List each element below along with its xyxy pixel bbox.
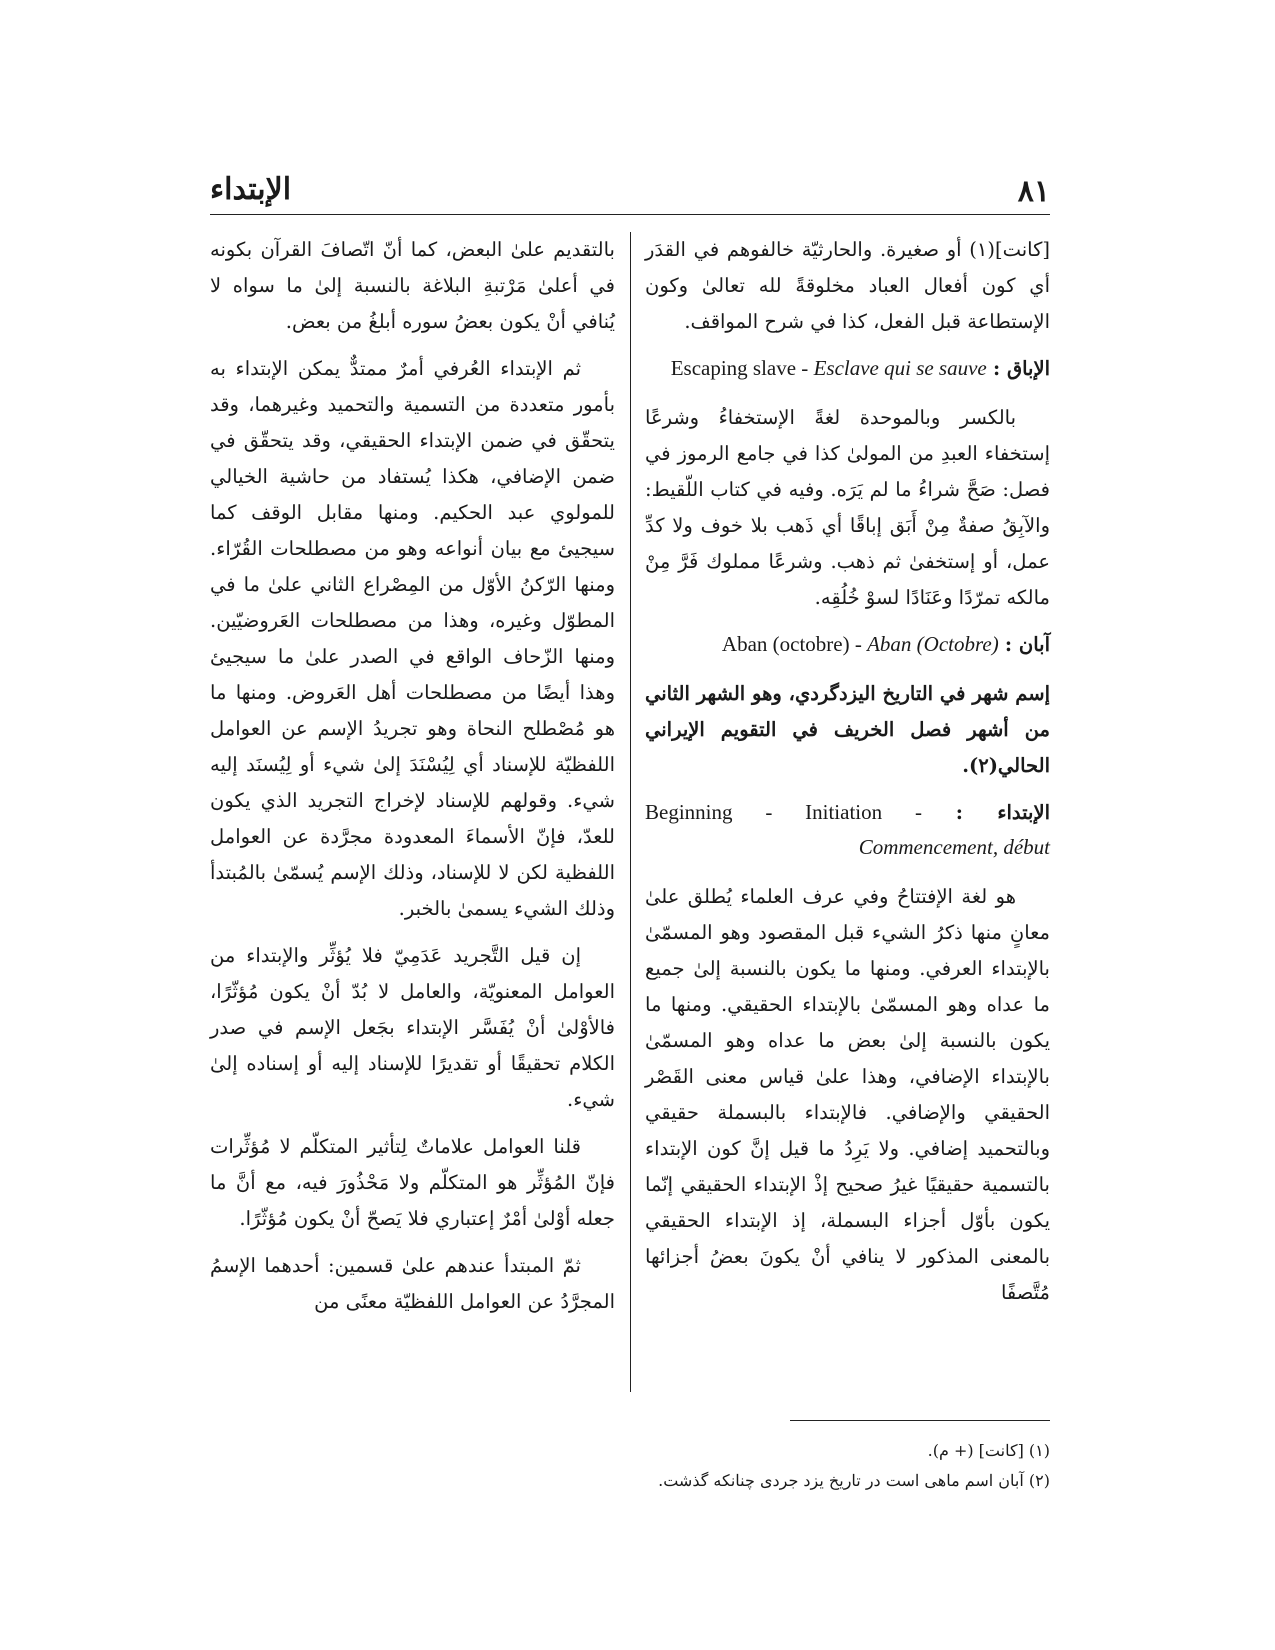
paragraph: بالكسر وبالموحدة لغةً الإستخفاءُ وشرعًا إستخفاء العبدِ من المولىٰ كذا في جامع الرموز في فصل: صَحَّ شراءُ ما لم يَرَه. وفيه في كتاب اللّقيط: والآبِقُ صفةٌ مِنْ أَبَق إباقًا أي ذَهب بلا خوف ولا كدِّ عمل، أو إستخفىٰ ثم ذهب. وشرعًا مملوك فَرَّ مِنْ مالكه تمرّدًا وعَنَادًا لسوْ خُلُقِه. [645,406,1050,609]
entry-term: آبان : [1004,633,1050,656]
entry-gloss [722,632,999,656]
gloss-french: Esclave qui se sauve [813,356,987,380]
footnote: (٢) آبان اسم ماهى است در تاريخ يزد جردى چنانكه گذشت. [658,1471,1050,1490]
entry-term: الإبتداء : [955,801,1050,824]
paragraph-bold: إسم شهر في التاريخ اليزدگردي، وهو الشهر الثاني من أشهر فصل الخريف في التقويم الإيراني الحالي(٢). [645,682,1050,777]
entry-heading-ibaq [645,351,1050,386]
paragraph: إن قيل التَّجريد عَدَمِيّ فلا يُؤثِّر والإبتداء من العوامل المعنويّة، والعامل لا بُدّ أنْ يكون مُؤثّرًا، فالأوْلىٰ أنْ يُفَسَّر الإبتداء بجَعل الإسم في صدر الكلام تحقيقًا أو تقديرًا للإسناد إليه أو إسناده إلىٰ شيء. [210,944,615,1111]
entry-gloss [671,356,987,380]
gloss-english: Escaping slave - [670,356,814,380]
header-rule [210,214,1050,215]
gloss-english: Beginning - Initiation - [645,800,922,824]
footnotes [560,1436,1050,1496]
paragraph: ثم الإبتداء العُرفي أمرٌ ممتدٌّ يمكن الإبتداء به بأمور متعددة من التسمية والتحميد وغيرهما، وقد يتحقّق في ضمن الإبتداء الحقيقي، وقد يتحقّق في ضمن الإضافي، هكذا يُستفاد من حاشية الخيالي للمولوي عبد الحكيم. ومنها مقابل الوقف كما سيجيئ مع بيان أنواعه وهو من مصطلحات القُرّاء. ومنها الرّكنُ الأوّل من المِصْراع الثاني علىٰ ما في المطوّل وغيره، وهذا من مصطلحات العَروضيّين. ومنها الزّحاف الواقع في الصدر علىٰ ما سيجيئ وهذا أيضًا من مصطلحات أهل العَروض. ومنها ما هو مُصْطلح النحاة وهو تجريدُ الإسم عن العوامل اللفظيّة للإسناد أي لِيُسْنَدَ إلىٰ شيء أو لِيُسنَد إليه شيء. وقولهم للإسناد لإخراج التجريد الذي يكون للعدّ، فإنّ الأسماءَ المعدودة مجرَّدة عن العوامل اللفظية لكن لا للإسناد، وذلك الإسم يُسمّىٰ بالمُبتدأ وذلك الشيء يسمىٰ بالخبر. [210,357,615,920]
page-number: ٨١ [1017,174,1050,209]
paragraph: ثمّ المبتدأ عندهم علىٰ قسمين: أحدهما الإسمُ المجرَّدُ عن العوامل اللفظيّة معنًى من [210,1254,615,1313]
footnote-rule [790,1420,1050,1421]
paragraph: بالتقديم علىٰ البعض، كما أنّ اتّصافَ القرآن بكونه في أعلىٰ مَرْتبةِ البلاغة بالنسبة إلىٰ ما سواه لا يُنافي أنْ يكون بعضُ سوره أبلغُ من بعض. [210,238,615,333]
paragraph: هو لغة الإفتتاحُ وفي عرف العلماء يُطلق علىٰ معانٍ منها ذكرُ الشيء قبل المقصود وهو المسمّىٰ بالإبتداء العرفي. ومنها ما يكون بالنسبة إلىٰ جميع ما عداه وهو المسمّىٰ بالإبتداء الحقيقي. ومنها ما يكون بالنسبة إلىٰ بعض ما عداه وهو المسمّىٰ بالإبتداء الإضافي، وهذا علىٰ قياس معنى القَصْر الحقيقي والإضافي. فالإبتداء بالبسملة حقيقي وبالتحميد إضافي. ولا يَرِدُ ما قيل إنَّ كون الإبتداء بالتسمية حقيقيًا غيرُ صحيح إذْ الإبتداء الحقيقي إنّما يكون بأوّل أجزاء البسملة، إذ الإبتداء الحقيقي بالمعنى المذكور لا ينافي أنْ يكونَ بعضُ أجزائها مُتَّصفًا [645,885,1050,1304]
left-column [210,232,615,1331]
entry-heading-ibtida [645,795,1050,865]
page-header [210,168,1050,214]
entry-heading-aban [645,627,1050,662]
right-column [645,232,1050,1322]
gloss-english: Aban (octobre) - [721,632,868,656]
gloss-french: Aban (Octobre) [867,632,999,656]
paragraph: [كانت](١) أو صغيرة. والحارثيّة خالفوهم في القدَر أي كون أفعال العباد مخلوقةً لله تعالىٰ وكون الإستطاعة قبل الفعل، كذا في شرح المواقف. [645,238,1050,333]
column-divider [630,232,631,1392]
running-title: الإبتداء [210,172,292,207]
footnote: (١) [كانت] (+ م). [927,1441,1050,1460]
gloss-french: Commencement, début [858,835,1050,859]
paragraph: قلنا العوامل علاماتٌ لِتأثير المتكلّم لا مُؤثِّرات فإنّ المُؤثِّر هو المتكلّم ولا مَحْذُورَ فيه، مع أنَّ ما جعله أوْلىٰ أمْرٌ إعتباري فلا يَصحّ أنْ يكون مُؤثّرًا. [210,1135,615,1230]
entry-term: الإباق : [992,357,1050,380]
